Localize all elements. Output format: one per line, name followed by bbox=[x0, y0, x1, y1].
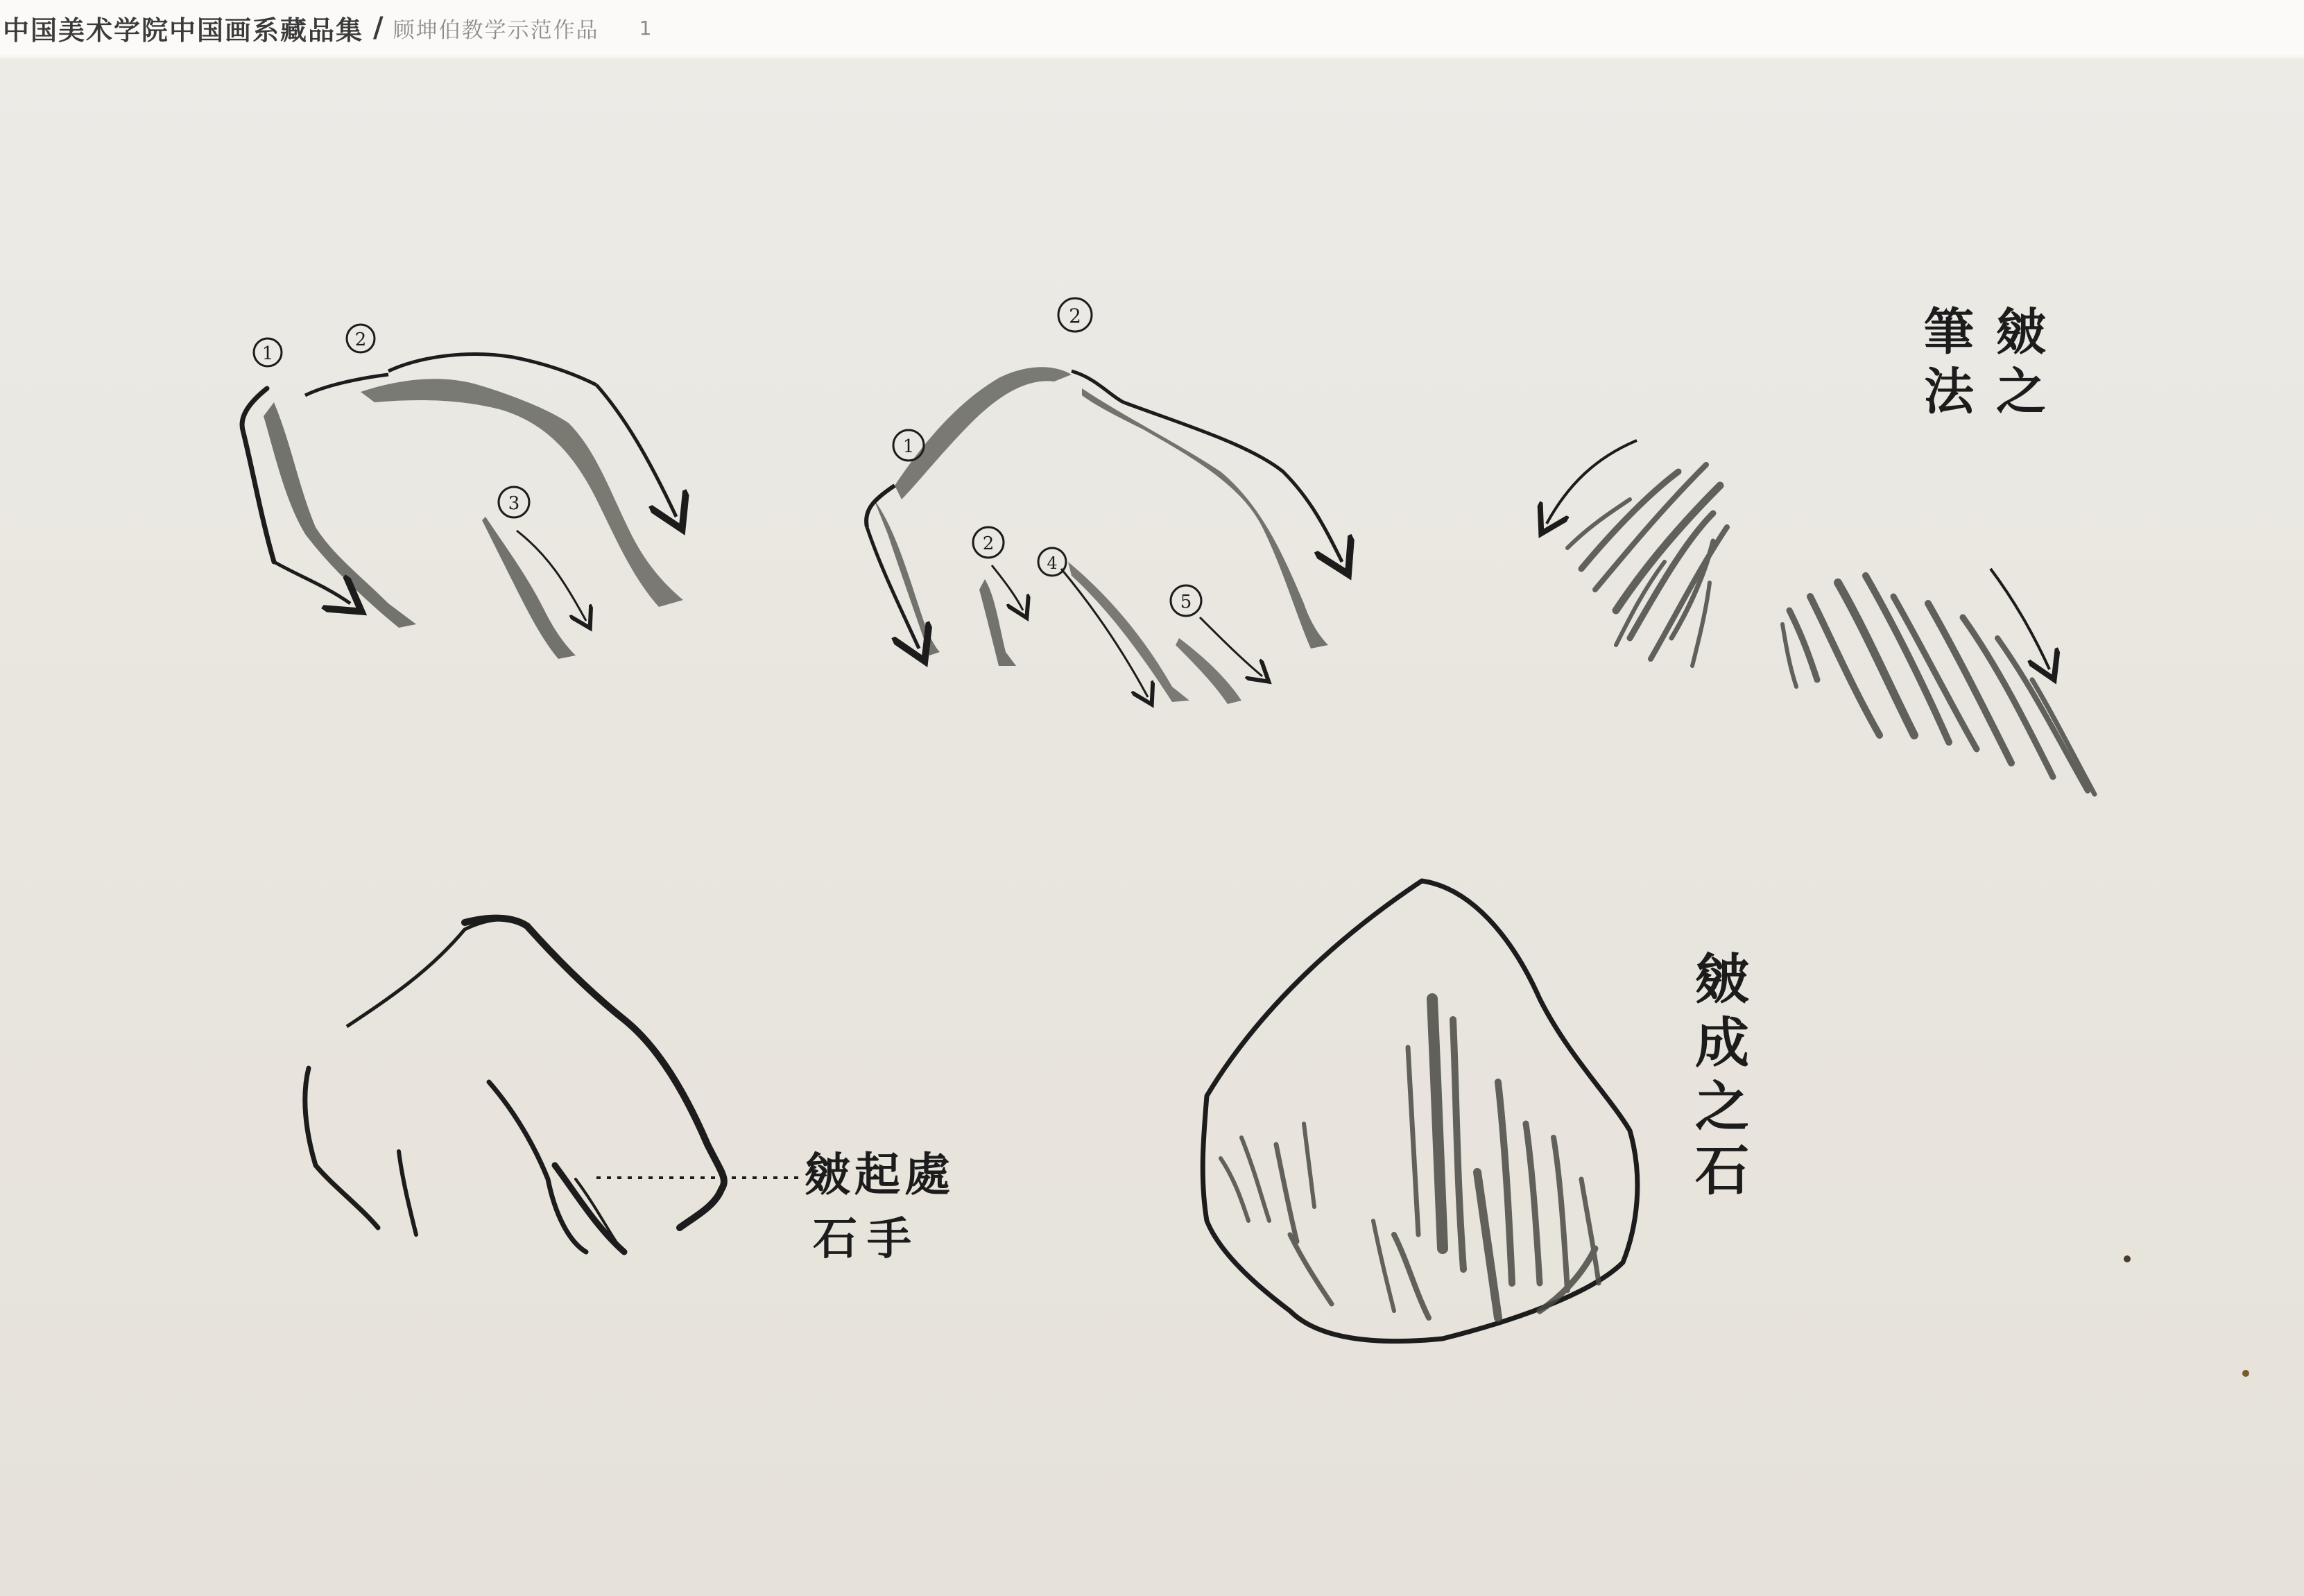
header-subtitle: 顾坤伯教学示范作品 bbox=[393, 17, 599, 43]
arrow-stroke bbox=[1124, 402, 1342, 562]
texture-caption-col2: 筆法 bbox=[1916, 305, 1975, 424]
outline-stroke bbox=[399, 1151, 416, 1235]
outline-stroke bbox=[347, 920, 517, 1027]
stroke-number-5 bbox=[1171, 585, 1201, 616]
collection-title: 中国美术学院中国画系藏品集 bbox=[3, 15, 364, 46]
wash-stroke bbox=[482, 517, 576, 659]
texture-strokes-panel bbox=[1547, 440, 2095, 794]
arrow-stroke bbox=[1547, 440, 1637, 524]
svg-text:4: 4 bbox=[1047, 554, 1058, 573]
rock-outline bbox=[1203, 881, 1637, 1341]
svg-text:1: 1 bbox=[261, 343, 274, 364]
svg-text:1: 1 bbox=[902, 436, 915, 457]
stroke-number-3 bbox=[499, 487, 529, 517]
svg-text:3: 3 bbox=[508, 493, 520, 514]
wash-stroke bbox=[1068, 562, 1189, 702]
wash-stroke bbox=[895, 367, 1072, 499]
outline-stroke bbox=[305, 1068, 378, 1228]
outline-stroke bbox=[465, 918, 724, 1228]
svg-text:2: 2 bbox=[982, 533, 995, 554]
outline-stroke bbox=[576, 1179, 621, 1249]
stroke-number-2 bbox=[1058, 298, 1092, 332]
stroke-number-4 bbox=[1038, 548, 1066, 576]
finished-caption: 皴成之石 bbox=[1686, 950, 1749, 1205]
outline-stroke bbox=[489, 1082, 586, 1252]
texture-caption-col1: 皴之 bbox=[1988, 305, 2047, 424]
wash-stroke bbox=[874, 499, 940, 655]
stroke-number-2b bbox=[973, 527, 1004, 558]
stroke-order-diagram-1 bbox=[242, 325, 683, 659]
svg-text:2: 2 bbox=[1069, 304, 1081, 327]
svg-text:2: 2 bbox=[354, 329, 367, 350]
start-caption-col2: 石手 bbox=[813, 1213, 921, 1265]
paper-speck bbox=[2124, 1255, 2131, 1262]
wash-stroke bbox=[979, 579, 1016, 666]
outline-stroke bbox=[866, 486, 895, 527]
paper-speck bbox=[2242, 1370, 2249, 1377]
arrow-stroke bbox=[992, 565, 1023, 610]
outline-stroke bbox=[1072, 371, 1124, 402]
wash-stroke bbox=[1082, 388, 1328, 649]
stroke-number-1 bbox=[254, 338, 282, 366]
page-number: 1 bbox=[639, 16, 652, 40]
stroke-number-1 bbox=[893, 430, 924, 461]
svg-text:5: 5 bbox=[1180, 592, 1192, 612]
stroke-order-diagram-2 bbox=[866, 298, 1342, 704]
header-separator: / bbox=[373, 12, 384, 44]
wash-stroke bbox=[264, 402, 416, 628]
start-caption-col1: 皴起處 bbox=[805, 1147, 954, 1201]
arrow-stroke bbox=[1991, 569, 2049, 669]
texture-hatching-left bbox=[1567, 465, 1727, 666]
rock-outline-start bbox=[305, 918, 801, 1252]
texture-hatching-right bbox=[1782, 576, 2095, 794]
rock-finished bbox=[1203, 881, 1637, 1341]
stroke-number-2 bbox=[347, 325, 375, 352]
texture-hatching bbox=[1221, 999, 1599, 1318]
